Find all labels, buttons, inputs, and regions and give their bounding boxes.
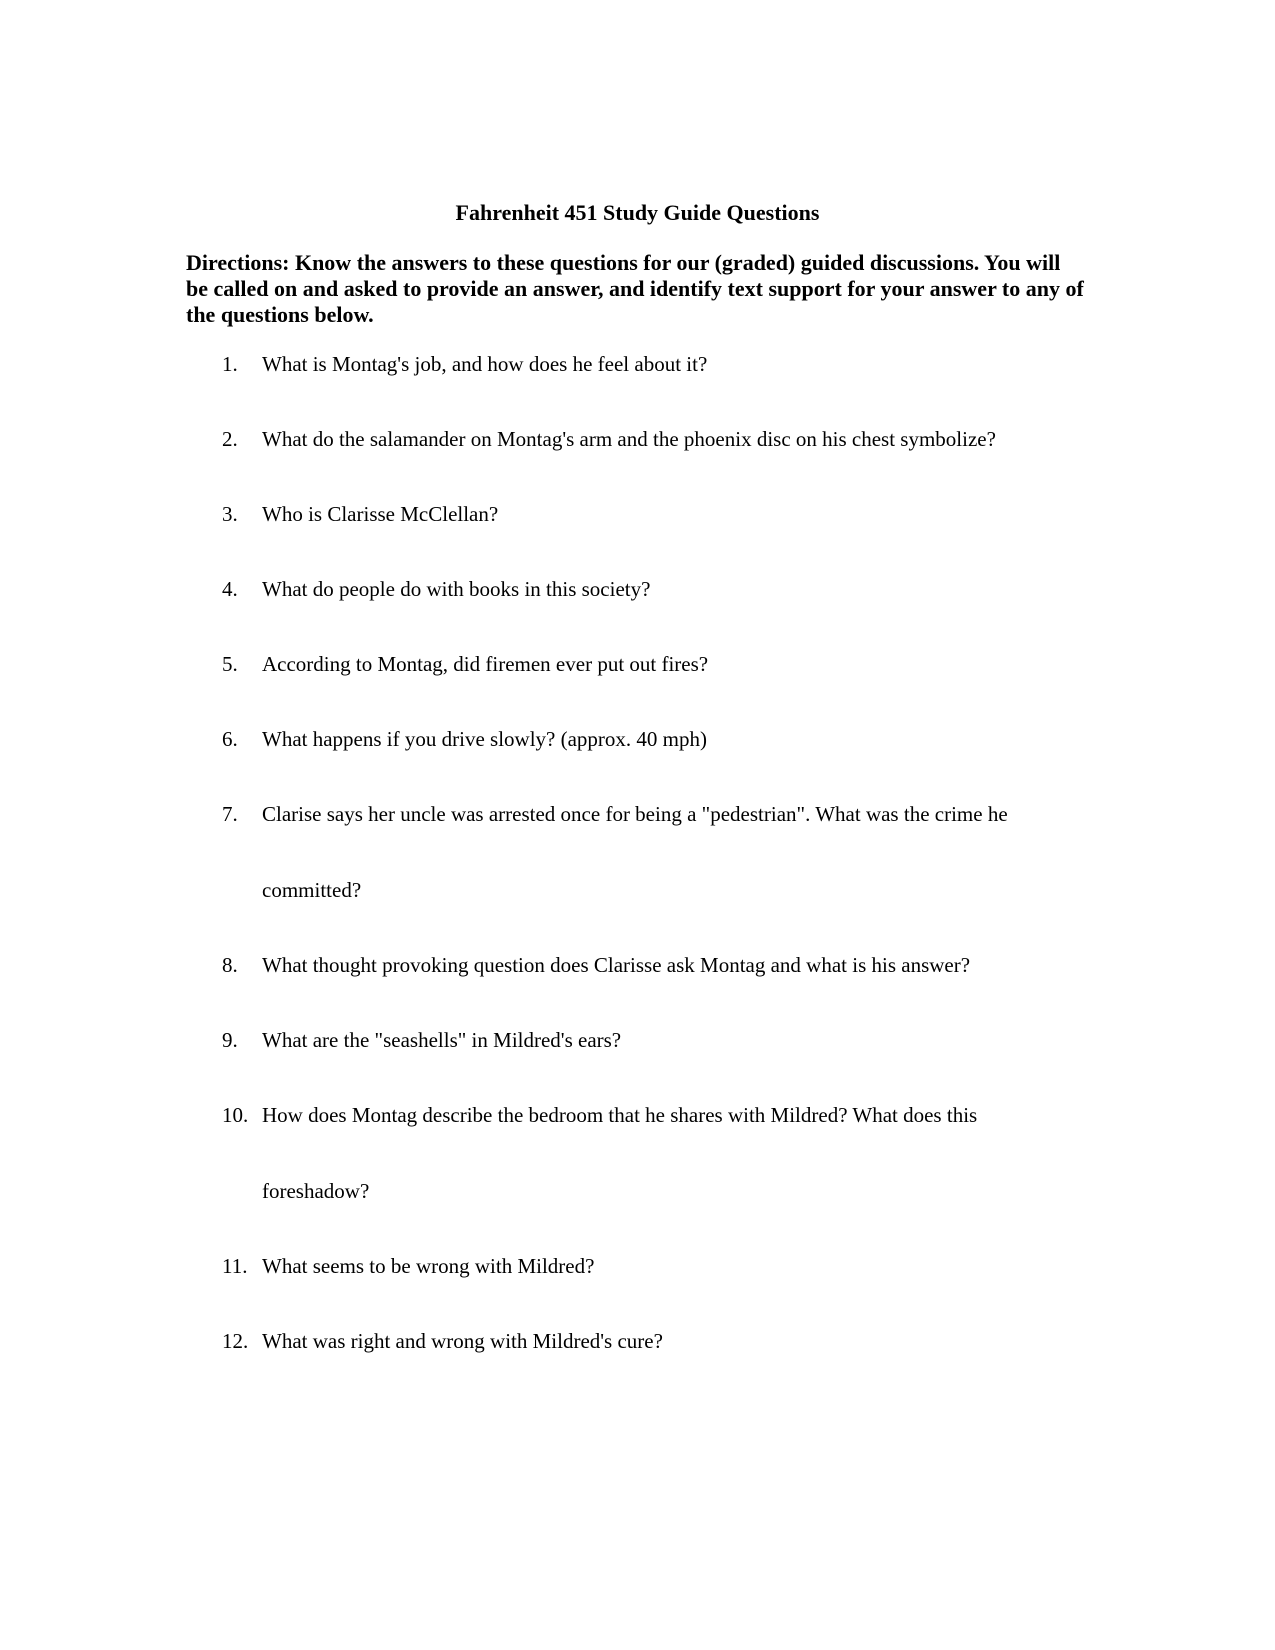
question-number: 8.	[222, 953, 238, 977]
question-item	[222, 1329, 663, 1354]
question-number: 4.	[222, 577, 238, 601]
directions-text: Directions: Know the answers to these questions for our (graded) guided discussions. You will be called on and asked to provide an answer, and identify text support for your answer to any of the questions below.	[186, 250, 1084, 327]
question-item	[222, 652, 708, 677]
question-text: What happens if you drive slowly? (approx. 40 mph)	[262, 727, 707, 751]
question-item	[222, 1254, 594, 1279]
question-item	[222, 427, 996, 452]
question-item	[222, 1028, 621, 1053]
question-item	[222, 577, 650, 602]
question-number: 9.	[222, 1028, 238, 1052]
question-text: What was right and wrong with Mildred's cure?	[262, 1329, 663, 1353]
question-item	[222, 502, 498, 527]
question-text: How does Montag describe the bedroom that he shares with Mildred? What does this	[262, 1103, 978, 1127]
question-item	[222, 953, 970, 978]
question-continuation: foreshadow?	[262, 1179, 370, 1203]
question-item	[222, 352, 707, 377]
question-number: 6.	[222, 727, 238, 751]
question-number: 11.	[222, 1254, 248, 1278]
question-item	[222, 727, 707, 752]
question-text: What is Montag's job, and how does he feel about it?	[262, 352, 708, 376]
question-text: What seems to be wrong with Mildred?	[262, 1254, 595, 1278]
question-number: 7.	[222, 802, 238, 826]
question-item	[222, 802, 1008, 827]
question-text: What are the "seashells" in Mildred's ears?	[262, 1028, 622, 1052]
question-number: 3.	[222, 502, 238, 526]
question-number: 2.	[222, 427, 238, 451]
question-text: What thought provoking question does Clarisse ask Montag and what is his answer?	[262, 953, 971, 977]
question-text: What do the salamander on Montag's arm and the phoenix disc on his chest symbolize?	[262, 427, 996, 451]
question-number: 5.	[222, 652, 238, 676]
question-text: Who is Clarisse McClellan?	[262, 502, 499, 526]
question-item	[222, 1103, 977, 1128]
question-text: What do people do with books in this society?	[262, 577, 651, 601]
question-number: 1.	[222, 352, 238, 376]
document-title: Fahrenheit 451 Study Guide Questions	[455, 200, 820, 225]
question-number: 10.	[222, 1103, 249, 1127]
question-continuation: committed?	[262, 878, 362, 902]
question-number: 12.	[222, 1329, 249, 1353]
question-text: Clarise says her uncle was arrested once for being a "pedestrian". What was the crime he	[262, 802, 1008, 826]
question-text: According to Montag, did firemen ever put out fires?	[262, 652, 709, 676]
